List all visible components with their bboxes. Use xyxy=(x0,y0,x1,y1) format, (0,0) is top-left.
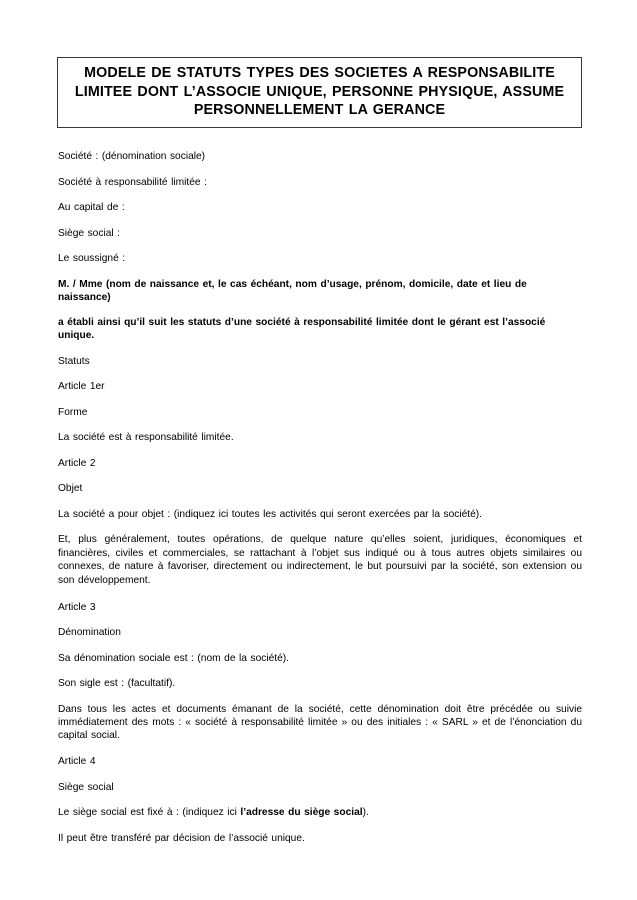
siege-fixe-prefix: Le siège social est fixé à : (indiquez ici xyxy=(58,807,241,819)
paragraph-identite: M. / Mme (nom de naissance et, le cas échéant, nom d’usage, prénom, domicile, date et lieu de naissance) xyxy=(58,278,527,303)
paragraph-mentions-text: Dans tous les actes et documents émanant de la société, cette dénomination doit être précédée ou suivie immédiatement des mots : « société à responsabilité limitée » ou des initiales : « SARL » et de l’énonciation du capital social. xyxy=(58,703,582,742)
paragraph-siege-social-header: Siège social : xyxy=(58,227,120,239)
heading-statuts: Statuts xyxy=(58,355,90,367)
paragraph-le-soussigne: Le soussigné : xyxy=(58,253,126,264)
paragraph-siege-transfert: Il peut être transféré par décision de l’associé unique. xyxy=(58,832,305,844)
page-title xyxy=(68,64,571,120)
paragraph-forme-text: La société est à responsabilité limitée. xyxy=(58,432,234,444)
title-line-2: RESPONSABILITE LIMITEE DONT L’ASSOCIE UNIQUE, xyxy=(74,65,555,100)
heading-article-3: Article 3 xyxy=(58,601,96,613)
title-line-4: GERANCE xyxy=(372,102,446,119)
heading-article-2: Article 2 xyxy=(58,457,96,469)
siege-fixe-suffix: ). xyxy=(362,807,369,819)
paragraph-a-etabli: a établi ainsi qu’il suit les statuts d’une société à responsabilité limitée dont le gérant est l’associé unique. xyxy=(58,317,546,342)
paragraph-sigle-text: Son sigle est : (facultatif). xyxy=(58,678,176,690)
heading-article-1: Article 1er xyxy=(58,381,105,393)
heading-forme: Forme xyxy=(58,406,88,418)
document-title-box xyxy=(57,57,582,128)
heading-denomination: Dénomination xyxy=(58,627,121,639)
heading-objet: Objet xyxy=(58,483,83,495)
paragraph-societe-denomination: Société : (dénomination sociale) xyxy=(58,151,206,162)
document-body xyxy=(58,150,582,857)
heading-article-4: Article 4 xyxy=(58,756,96,768)
paragraph-objet-text: La société a pour objet : (indiquez ici toutes les activités qui seront exercées par la société). xyxy=(58,508,483,520)
paragraph-denomination-text: Sa dénomination sociale est : (nom de la société). xyxy=(58,652,289,664)
heading-siege-social: Siège social xyxy=(58,781,114,793)
paragraph-siege-fixe xyxy=(58,806,582,819)
paragraph-au-capital: Au capital de : xyxy=(58,202,125,213)
siege-fixe-emphasis: l’adresse du siège social xyxy=(240,807,363,819)
title-line-1: MODELE DE STATUTS TYPES DES SOCIETES A xyxy=(84,65,423,81)
paragraph-societe-responsabilite: Société à responsabilité limitée : xyxy=(58,176,207,188)
title-line-3: PERSONNE PHYSIQUE, ASSUME PERSONNELLEMENT LA xyxy=(193,83,565,119)
paragraph-objet-general: Et, plus généralement, toutes opérations, de quelque nature qu’elles soient, juridiques, économiques et financières, civiles et commerciales, se rattachant à l’objet sus indiqué ou à tous autres objets similaires ou connexes, de nature à favoriser, directement ou indirectement, le but poursuivi par la société, son extension ou son développement. xyxy=(58,534,582,586)
